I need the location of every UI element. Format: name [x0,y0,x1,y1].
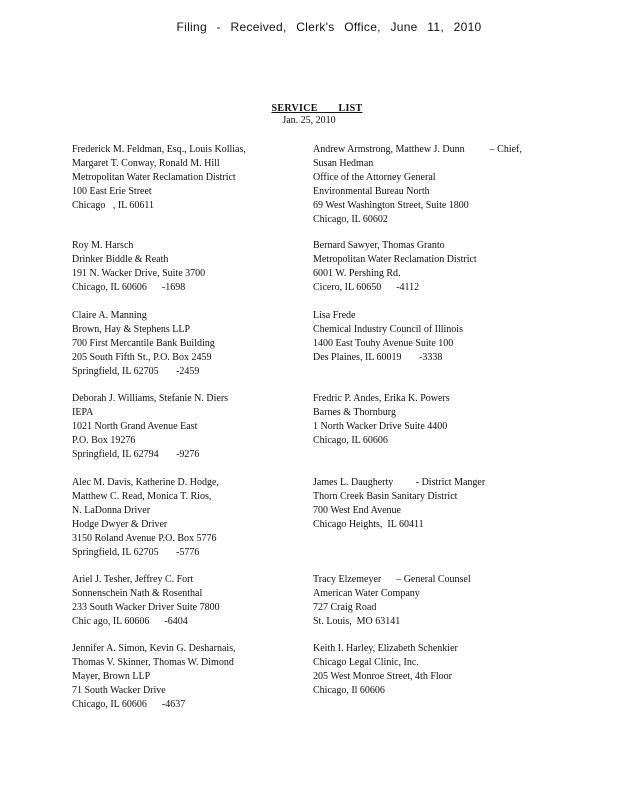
entry-line: Alec M. Davis, Katherine D. Hodge, [72,477,219,488]
entry-line: Des Plaines, IL 60019 -3338 [313,352,443,363]
entry-line: Metropolitan Water Reclamation District [313,254,477,265]
entry-line: Springfield, IL 62705 -5776 [72,547,200,558]
entry-line: 1400 East Touhy Avenue Suite 100 [313,338,454,349]
entry-line: Drinker Biddle & Reath [72,254,169,265]
entry-line: Thorn Creek Basin Sanitary District [313,491,458,502]
entry-line: Barnes & Thornburg [313,407,396,418]
entry-line: Chicago, IL 60606 -4637 [72,699,186,710]
entry-line: Frederick M. Feldman, Esq., Louis Kollias, [72,144,246,155]
entry-line: Metropolitan Water Reclamation District [72,172,236,183]
service-entry [72,239,302,295]
entry-line: Margaret T. Conway, Ronald M. Hill [72,158,220,169]
entry-line: Andrew Armstrong, Matthew J. Dunn – Chief, [313,144,522,155]
entry-line: Office of the Attorney General [313,172,436,183]
entry-line: 700 West End Avenue [313,505,401,516]
service-entry [72,309,302,379]
entry-line: 3150 Roland Avenue P.O. Box 5776 [72,533,217,544]
filing-header: Filing - Received, Clerk's Office, June 11, 2010 [176,20,482,34]
entry-line: Chicago Heights, IL 60411 [313,519,424,530]
entry-line: Chicago , IL 60611 [72,200,155,211]
entry-line: Sonnenschein Nath & Rosenthal [72,588,203,599]
entry-line: Tracy Elzemeyer – General Counsel [313,574,471,585]
entry-line: Springfield, IL 62794 -9276 [72,449,200,460]
entry-line: IEPA [72,407,94,418]
entry-line: Springfield, IL 62705 -2459 [72,366,200,377]
entry-line: Thomas V. Skinner, Thomas W. Dimond [72,657,234,668]
entry-line: Jennifer A. Simon, Kevin G. Desharnais, [72,643,236,654]
entry-line: Ariel J. Tesher, Jeffrey C. Fort [72,574,194,585]
entry-line: Roy M. Harsch [72,240,134,251]
entry-line: 205 South Fifth St., P.O. Box 2459 [72,352,212,363]
service-entry [313,573,543,629]
entry-line: 69 West Washington Street, Suite 1800 [313,200,469,211]
entry-line: 100 East Erie Street [72,186,152,197]
entry-line: 6001 W. Pershing Rd. [313,268,401,279]
entry-line: Chicago, IL 60602 [313,214,388,225]
entry-line: St. Louis, MO 63141 [313,616,401,627]
entry-line: 205 West Monroe Street, 4th Floor [313,671,452,682]
service-entry [72,642,302,712]
entry-line: Hodge Dwyer & Driver [72,519,168,530]
entry-line: Chicago, IL 60606 [313,435,388,446]
entry-line: James L. Daugherty - District Manger [313,477,486,488]
entry-line: Chemical Industry Council of Illinois [313,324,463,335]
entry-line: Keith I. Harley, Elizabeth Schenkier [313,643,458,654]
entry-line: Mayer, Brown LLP [72,671,151,682]
service-entry [313,309,543,365]
entry-line: Environmental Bureau North [313,186,430,197]
service-entry [313,143,543,227]
service-entry [313,392,543,448]
entry-line: Lisa Frede [313,310,356,321]
entry-line: P.O. Box 19276 [72,435,136,446]
entry-line: 1 North Wacker Drive Suite 4400 [313,421,448,432]
entry-line: Cicero, IL 60650 -4112 [313,282,420,293]
entry-line: 727 Craig Road [313,602,377,613]
entry-line: Fredric P. Andes, Erika K. Powers [313,393,450,404]
service-list-title: SERVICE LIST [271,103,363,114]
service-list-title-block [0,103,618,126]
service-list-date: Jan. 25, 2010 [282,115,336,126]
service-entry [313,239,543,295]
service-entry [72,392,302,462]
service-entry [313,476,543,532]
service-entry [72,476,302,560]
entry-line: Bernard Sawyer, Thomas Granto [313,240,445,251]
service-entry [72,573,302,629]
entry-line: 71 South Wacker Drive [72,685,166,696]
entry-line: Chicago, Il 60606 [313,685,385,696]
entry-line: Chicago, IL 60606 -1698 [72,282,186,293]
entry-line: Deborah J. Williams, Stefanie N. Diers [72,393,229,404]
entry-line: 1021 North Grand Avenue East [72,421,198,432]
entry-line: 700 First Mercantile Bank Building [72,338,215,349]
entry-line: Brown, Hay & Stephens LLP [72,324,191,335]
entry-line: Claire A. Manning [72,310,147,321]
service-entry [313,642,543,698]
entry-line: Chic ago, IL 60606 -6404 [72,616,188,627]
entry-line: 191 N. Wacker Drive, Suite 3700 [72,268,206,279]
entry-line: Chicago Legal Clinic, Inc. [313,657,419,668]
entry-line: N. LaDonna Driver [72,505,151,516]
entry-line: Susan Hedman [313,158,374,169]
service-entry [72,143,302,213]
entry-line: 233 South Wacker Driver Suite 7800 [72,602,220,613]
entry-line: Matthew C. Read, Monica T. Rios, [72,491,212,502]
entry-line: American Water Company [313,588,420,599]
